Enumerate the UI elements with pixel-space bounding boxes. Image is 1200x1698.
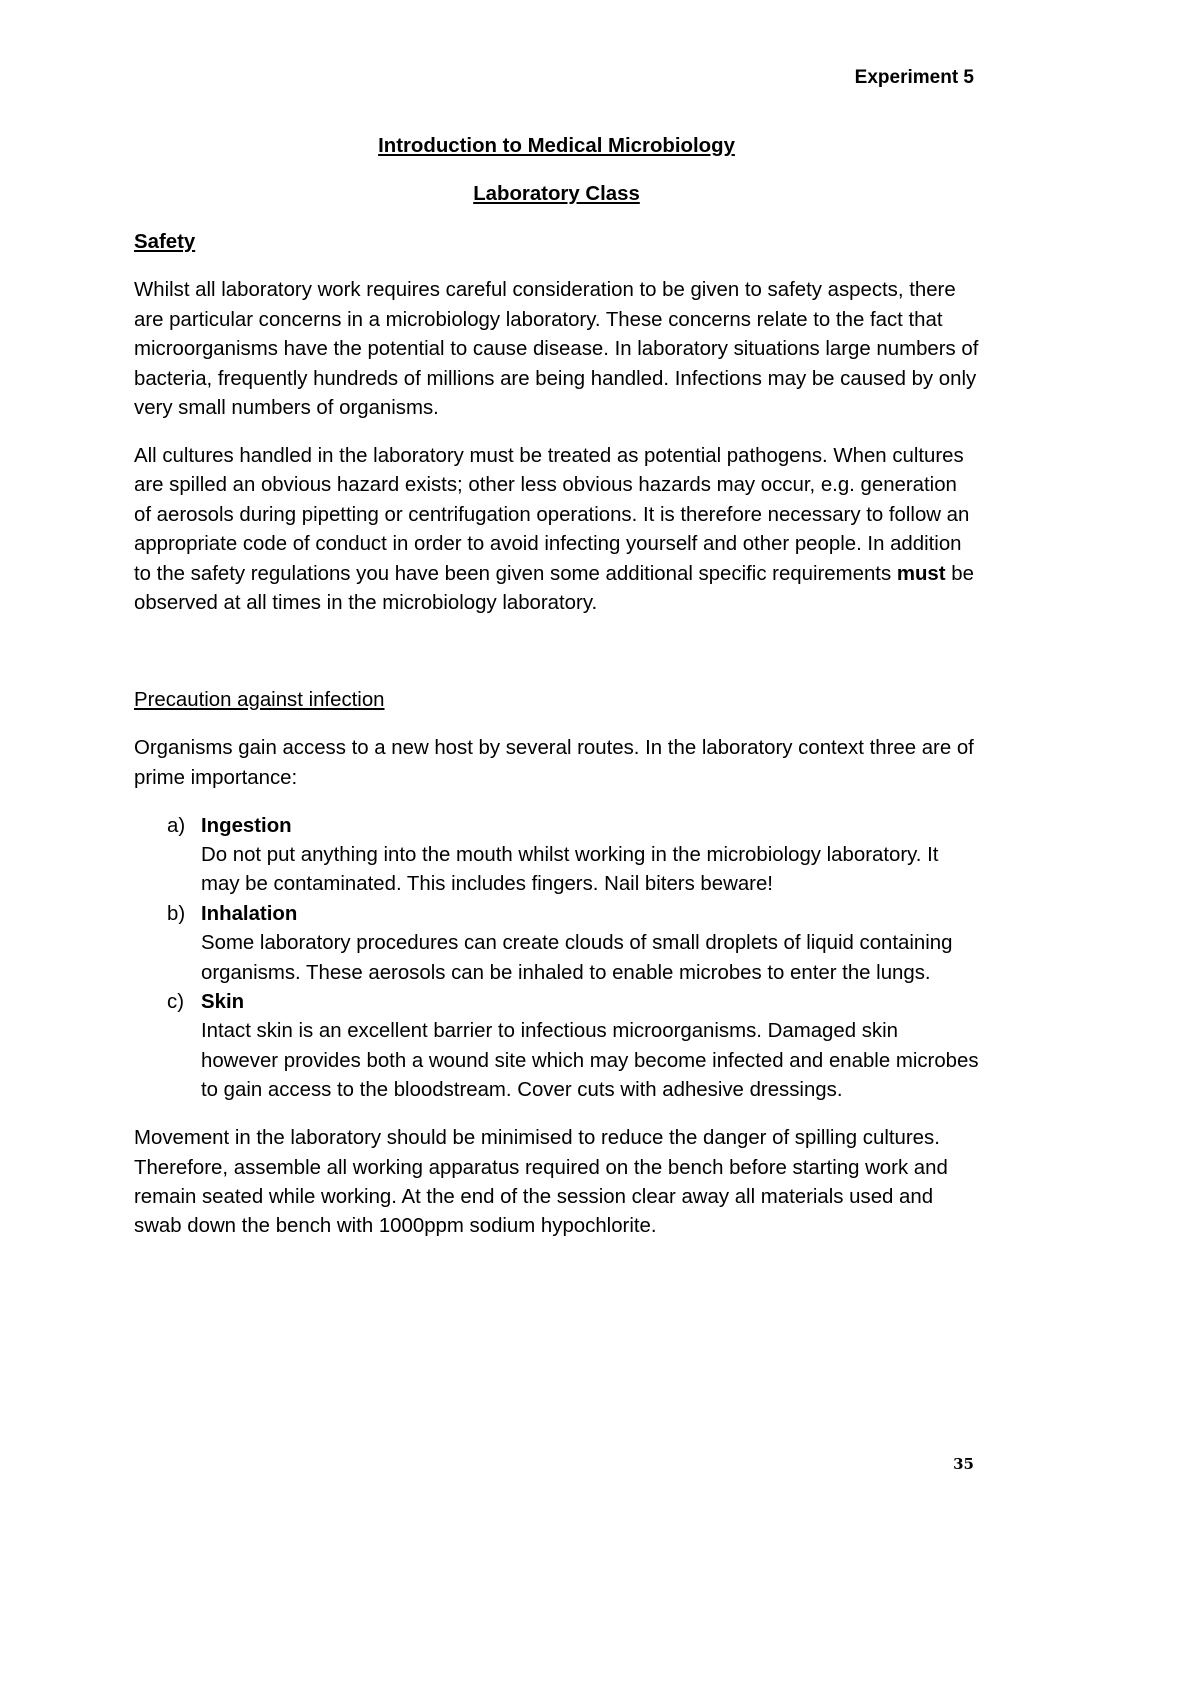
page-number: 35: [953, 1455, 974, 1473]
document-title: Introduction to Medical Microbiology: [378, 135, 735, 157]
route-title-skin: Skin: [201, 991, 245, 1014]
route-text-inhalation: Some laboratory procedures can create clouds of small droplets of liquid containing organisms. These aerosols can be inhaled to enable microbes to enter the lungs.: [201, 932, 953, 984]
safety-heading: Safety: [134, 231, 196, 253]
closing-paragraph: Movement in the laboratory should be minimised to reduce the danger of spilling cultures. Therefore, assemble all working apparatus required on the bench before starting work and remain seated while working. At the end of the session clear away all materials used and swab down the bench with 1000ppm sodium hypochlorite.: [134, 1127, 948, 1238]
route-title-ingestion: Ingestion: [201, 814, 292, 837]
route-title-inhalation: Inhalation: [201, 902, 298, 925]
precaution-intro: Organisms gain access to a new host by several routes. In the laboratory context three are of prime importance:: [134, 737, 974, 789]
document-subtitle: Laboratory Class: [473, 183, 640, 205]
list-marker: b): [167, 902, 186, 925]
route-text-skin: Intact skin is an excellent barrier to infectious microorganisms. Damaged skin however provides both a wound site which may become infected and enable microbes to gain access to the bloodstream. Cover cuts with adhesive dressings.: [201, 1020, 979, 1102]
list-marker: c): [167, 991, 184, 1014]
safety-paragraph-2: [134, 442, 979, 618]
emphasis-must: must: [896, 562, 946, 585]
document-body: [134, 132, 979, 1260]
section-spacer: [134, 637, 979, 686]
list-item-inhalation: [134, 900, 979, 988]
list-marker: a): [167, 814, 186, 837]
list-item-ingestion: [134, 812, 979, 900]
precaution-heading: Precaution against infection: [134, 688, 385, 711]
safety-paragraph-1: Whilst all laboratory work requires careful consideration to be given to safety aspects, there are particular concerns in a microbiology laboratory. These concerns relate to the fact that microorganisms have the potential to cause disease. In laboratory situations large numbers of bacteria, frequently hundreds of millions are being handled. Infections may be caused by only very small numbers of organisms.: [134, 279, 979, 420]
safety-paragraph-2-text-after: be observed at all times in the microbiology laboratory.: [134, 562, 974, 614]
list-item-skin: [134, 988, 979, 1106]
experiment-label: Experiment 5: [854, 67, 974, 88]
safety-paragraph-2-text-before: All cultures handled in the laboratory must be treated as potential pathogens. When cultures are spilled an obvious hazard exists; other less obvious hazards may occur, e.g. generation of aerosols during pipetting or centrifugation operations. It is therefore necessary to follow an appropriate code of conduct in order to avoid infecting yourself and other people. In addition to the safety regulations you have been given some additional specific requirements: [134, 444, 970, 585]
infection-routes-list: [134, 812, 979, 1106]
route-text-ingestion: Do not put anything into the mouth whilst working in the microbiology laboratory. It may be contaminated. This includes fingers. Nail biters beware!: [201, 844, 939, 896]
